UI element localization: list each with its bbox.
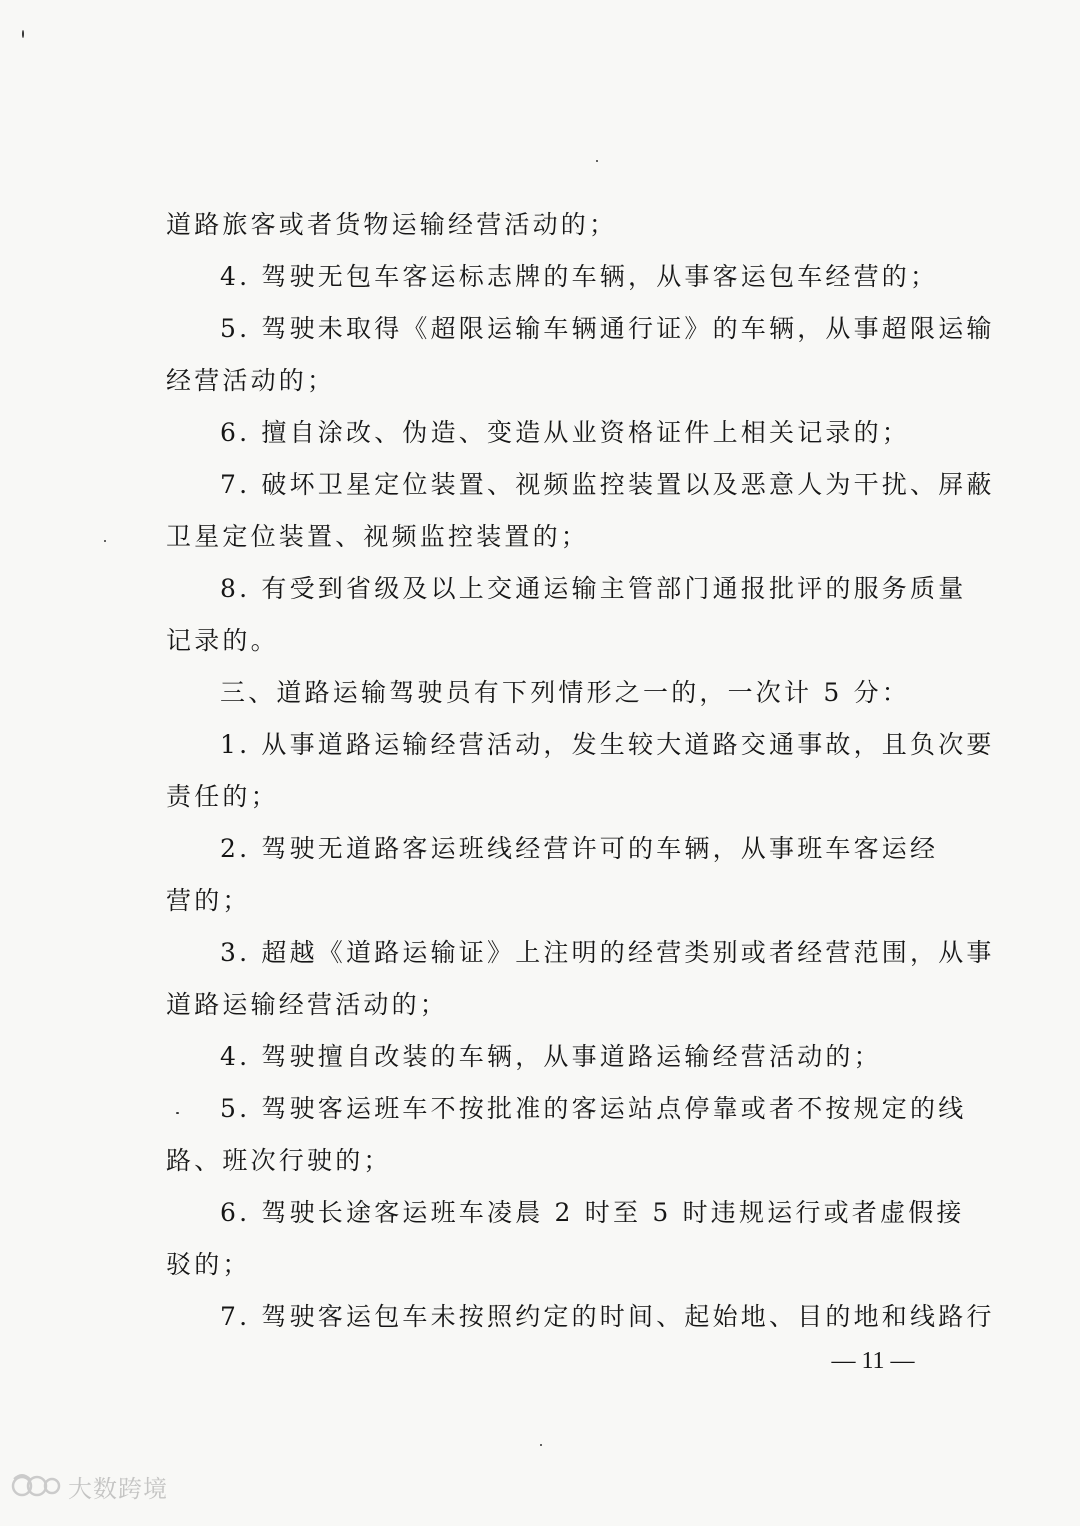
body-text-line: 6. 擅自涂改、伪造、变造从业资格证件上相关记录的； [220, 418, 911, 447]
scan-speck [176, 1112, 179, 1114]
body-text-line: 营的； [166, 886, 251, 915]
body-text-line: 4. 驾驶擅自改装的车辆，从事道路运输经营活动的； [220, 1042, 882, 1071]
body-text-line: 2. 驾驶无道路客运班线经营许可的车辆，从事班车客运经 [220, 834, 939, 863]
scan-speck [22, 30, 24, 38]
body-text-line: 道路旅客或者货物运输经营活动的； [166, 210, 618, 239]
watermark [10, 1466, 168, 1506]
body-text-line: 道路运输经营活动的； [166, 990, 449, 1019]
scan-speck [104, 540, 106, 542]
body-text-line: 7. 破坏卫星定位装置、视频监控装置以及恶意人为干扰、屏蔽 [220, 470, 995, 499]
body-text-line: 8. 有受到省级及以上交通运输主管部门通报批评的服务质量 [220, 574, 967, 603]
body-text-line: 卫星定位装置、视频监控装置的； [166, 522, 590, 551]
body-text-line: 责任的； [166, 782, 279, 811]
watermark-logo-icon [10, 1469, 62, 1503]
body-text-line: 记录的。 [166, 626, 279, 655]
body-text-line: 5. 驾驶未取得《超限运输车辆通行证》的车辆，从事超限运输 [220, 314, 995, 343]
section-heading: 三、道路运输驾驶员有下列情形之一的，一次计 5 分： [220, 678, 911, 707]
body-text-line: 经营活动的； [166, 366, 336, 395]
body-text-line: 路、班次行驶的； [166, 1146, 392, 1175]
scan-speck [540, 1444, 542, 1446]
body-text-line: 驳的； [166, 1250, 251, 1279]
page-number: — 11 — [831, 1348, 915, 1374]
body-text-line: 3. 超越《道路运输证》上注明的经营类别或者经营范围，从事 [220, 938, 995, 967]
scan-speck [596, 160, 598, 162]
body-text-line: 1. 从事道路运输经营活动，发生较大道路交通事故，且负次要 [220, 730, 995, 759]
body-text-line: 5. 驾驶客运班车不按批准的客运站点停靠或者不按规定的线 [220, 1094, 967, 1123]
body-text-line: 4. 驾驶无包车客运标志牌的车辆，从事客运包车经营的； [220, 262, 939, 291]
body-text-line: 6. 驾驶长途客运班车凌晨 2 时至 5 时违规运行或者虚假接 [220, 1198, 965, 1227]
watermark-text: 大数跨境 [68, 1474, 168, 1503]
body-text-line: 7. 驾驶客运包车未按照约定的时间、起始地、目的地和线路行 [220, 1302, 995, 1331]
